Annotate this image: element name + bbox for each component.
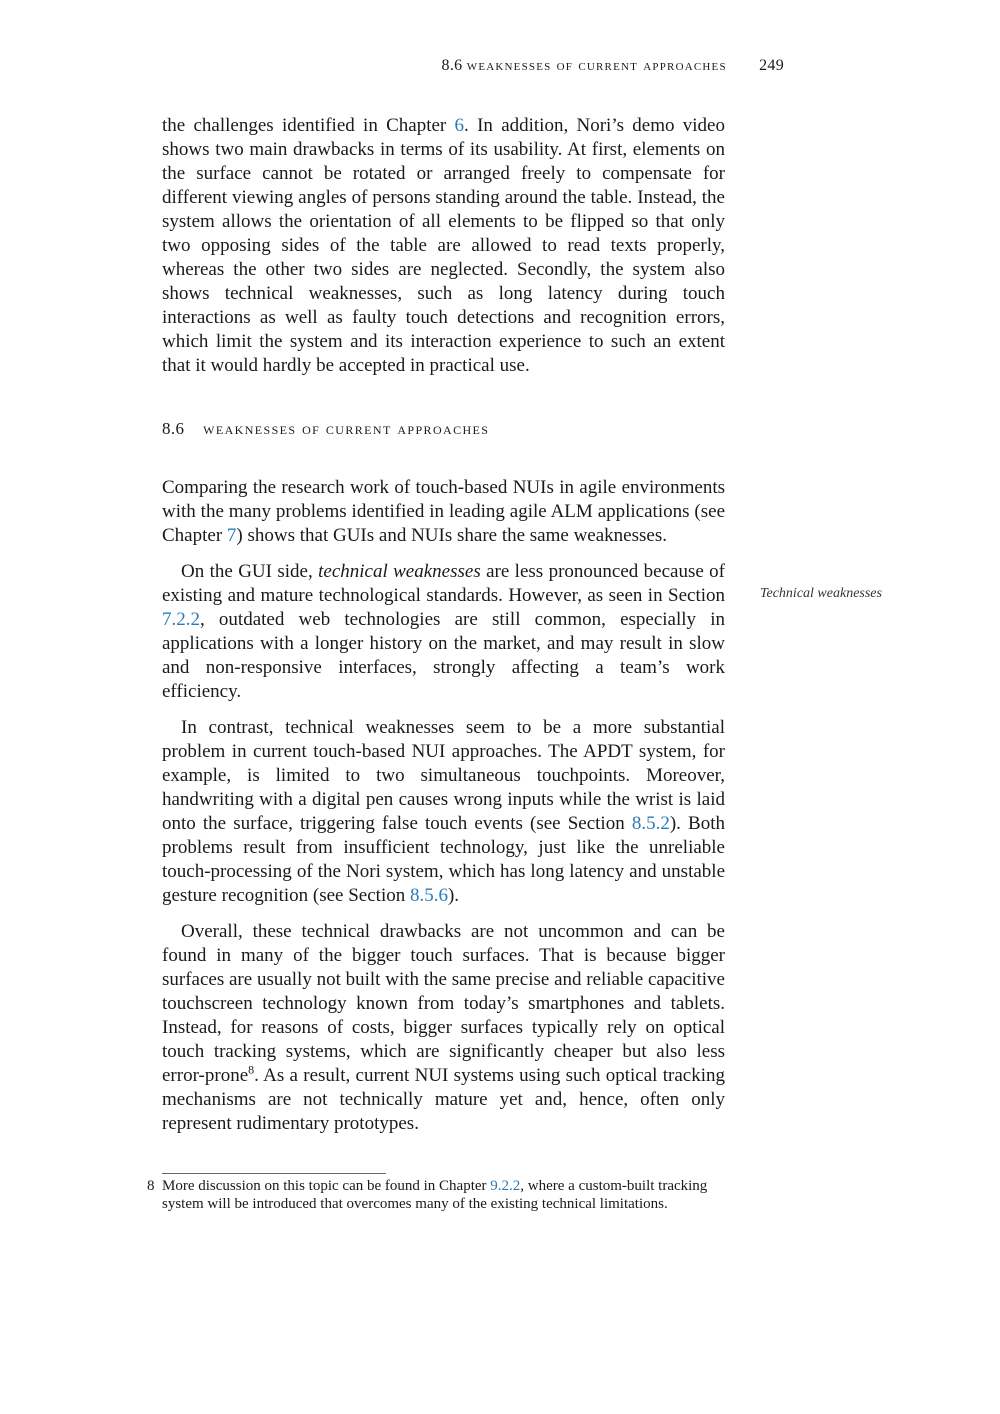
para1-text-2: ) shows that GUIs and NUIs share the same weaknesses. <box>236 525 667 546</box>
margin-note: Technical weaknesses <box>760 586 882 601</box>
paragraph-1 <box>162 476 725 548</box>
paragraph-3 <box>162 716 725 908</box>
footnote-text-2: , where a custom-built tracking system will be introduced that overcomes many of the existing technical limitations. <box>162 1178 708 1212</box>
chapter-7-link[interactable]: 7 <box>226 525 237 546</box>
section-7-2-2-link[interactable]: 7.2.2 <box>162 609 200 630</box>
intro-text-1: the challenges identified in Chapter <box>162 115 455 136</box>
para1-text-1: Comparing the research work of touch-based NUIs in agile environments with the many problems identified in leading agile ALM applications (see Chapter <box>162 477 725 546</box>
page-number: 249 <box>759 57 784 74</box>
paragraph-2 <box>162 560 725 704</box>
section-body <box>162 476 725 1136</box>
para4-text-2: . As a result, current NUI systems using such optical tracking mechanisms are not technically mature yet and, hence, often only represent rudimentary prototypes. <box>162 1065 725 1134</box>
para2-emphasis: technical weaknesses <box>318 561 481 582</box>
section-number: 8.6 <box>162 419 185 438</box>
para2-text-2: are less pronounced because of existing and mature technological standards. However, as seen in Section <box>162 561 725 606</box>
para3-text-1: In contrast, technical weaknesses seem to be a more substantial problem in current touch-based NUI approaches. The APDT system, for example, is limited to two simultaneous touchpoints. Moreover, handwriting with a digital pen causes wrong inputs while the wrist is laid onto the surface, triggering false touch events (see Section <box>162 717 725 834</box>
para2-text-3: , outdated web technologies are still common, especially in applications with a longer history on the market, and may result in slow and non-responsive interfaces, strongly affecting a team’s work efficiency. <box>162 609 725 702</box>
para3-text-3: ). <box>447 885 460 906</box>
footnote-number: 8 <box>147 1178 155 1194</box>
para3-text-2: ). Both problems result from insufficient technology, just like the unreliable touch-processing of the Nori system, which has long latency and unstable gesture recognition (see Section <box>162 813 725 906</box>
section-heading <box>162 419 489 439</box>
intro-paragraph <box>162 114 725 378</box>
running-head <box>162 57 784 75</box>
paragraph-4 <box>162 920 725 1136</box>
intro-text-2: . In addition, Nori’s demo video shows two main drawbacks in terms of its usability. At first, elements on the surface cannot be rotated or arranged freely to compensate for different viewing angles of persons standing around the table. Instead, the system allows the orientation of all elements to be flipped so that only two opposing sides of the table are allowed to read texts properly, whereas the other two sides are neglected. Secondly, the system also shows technical weaknesses, such as long latency during touch interactions as well as faulty touch detections and recognition errors, which limit the system and its interaction experience to such an extent that it would hardly be accepted in practical use. <box>162 115 725 376</box>
section-8-5-6-link[interactable]: 8.5.6 <box>409 885 448 906</box>
section-8-5-2-link[interactable]: 8.5.2 <box>631 813 670 834</box>
chapter-9-2-2-link[interactable]: 9.2.2 <box>490 1178 521 1194</box>
para4-text-1: Overall, these technical drawbacks are not uncommon and can be found in many of the bigger touch surfaces. That is because bigger surfaces are usually not built with the same precise and reliable capacitive touchscreen technology known from today’s smartphones and tablets. Instead, for reasons of costs, bigger surfaces typically rely on optical touch tracking systems, which are significantly cheaper but also less error-prone <box>162 921 725 1086</box>
intro-paragraph-block <box>162 114 725 378</box>
footnote-text-1: More discussion on this topic can be found in Chapter <box>162 1178 491 1194</box>
section-title: weaknesses of current approaches <box>203 419 490 438</box>
footnote-text <box>162 1177 719 1213</box>
footnote <box>147 1177 719 1213</box>
para2-text-1: On the GUI side, <box>181 561 319 582</box>
running-head-section-number: 8.6 <box>441 57 463 74</box>
chapter-6-link[interactable]: 6 <box>454 115 465 136</box>
footnote-rule <box>162 1173 386 1174</box>
footnote-mark[interactable]: 8 <box>248 1062 255 1077</box>
running-head-section-title: weaknesses of current approaches <box>466 57 727 74</box>
